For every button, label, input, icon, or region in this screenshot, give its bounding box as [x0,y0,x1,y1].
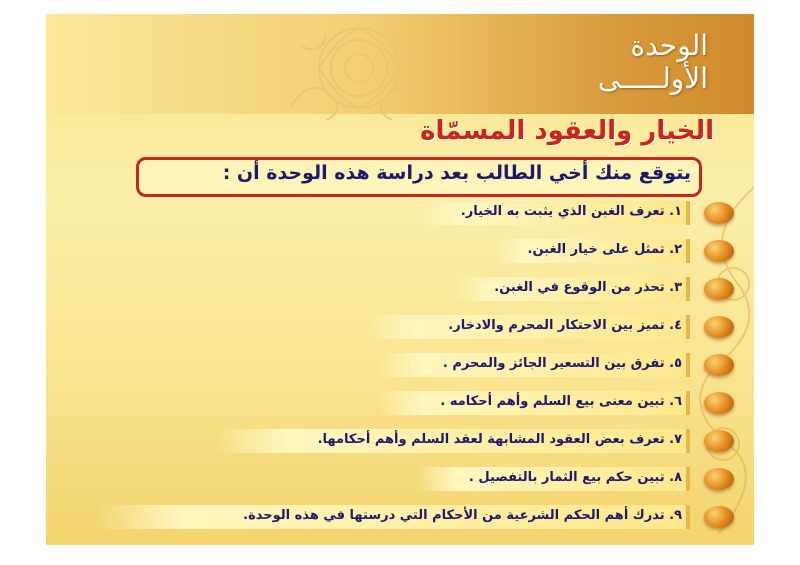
objective-text: ٦. تبين معنى بيع السلم وأهم أحكامه . [440,394,682,409]
bullet-icon [704,316,734,338]
list-item [46,234,742,267]
objective-bar [366,315,690,339]
list-item [46,500,742,533]
objective-bar [376,391,690,415]
objective-text: ٤. تميز بين الاحتكار المحرم والادخار. [448,318,682,333]
page-title: الخيار والعقود المسمّاة [420,116,714,146]
intro-box [136,157,702,197]
objective-text: ٥. تفرق بين التسعير الجائز والمحرم . [442,356,682,371]
objective-bar [216,429,690,453]
objective-text: ٢. تمثل على خيار الغبن. [527,242,682,257]
bullet-icon [704,202,734,224]
objectives-list [46,196,754,536]
objective-bar [376,353,690,377]
list-item [46,462,742,495]
unit-title-line2: الأولـــــى [597,62,708,95]
list-item [46,386,742,419]
objective-text: ٨. تبين حكم بيع الثمار بالتفصيل . [468,470,682,485]
bullet-icon [704,240,734,262]
bullet-icon [704,468,734,490]
list-item [46,196,742,229]
arabesque-ornament-icon [271,16,446,126]
objective-bar [496,239,690,263]
objective-text: ٧. تعرف بعض العقود المشابهة لعقد السلم وأهم أحكامها. [317,432,682,447]
list-item [46,310,742,343]
unit-title-line1: الوحدة [630,29,708,62]
objective-bar [96,505,690,529]
objective-text: ١. تعرف الغبن الذي يثبت به الخيار. [460,204,682,219]
objective-text: ٣. تحذر من الوقوع في الغبن. [494,280,682,295]
bullet-icon [704,354,734,376]
bullet-icon [704,430,734,452]
objective-bar [416,201,690,225]
objective-bar [456,277,690,301]
bullet-icon [704,392,734,414]
objective-bar [416,467,690,491]
intro-text: يتوقع منك أخي الطالب بعد دراسة هذه الوحدة أن : [222,162,691,184]
bullet-icon [704,278,734,300]
bullet-icon [704,506,734,528]
list-item [46,348,742,381]
unit-title [548,30,708,96]
page [46,14,754,545]
objective-text: ٩. تدرك أهم الحكم الشرعية من الأحكام التي درستها في هذه الوحدة. [243,508,682,523]
list-item [46,272,742,305]
list-item [46,424,742,457]
